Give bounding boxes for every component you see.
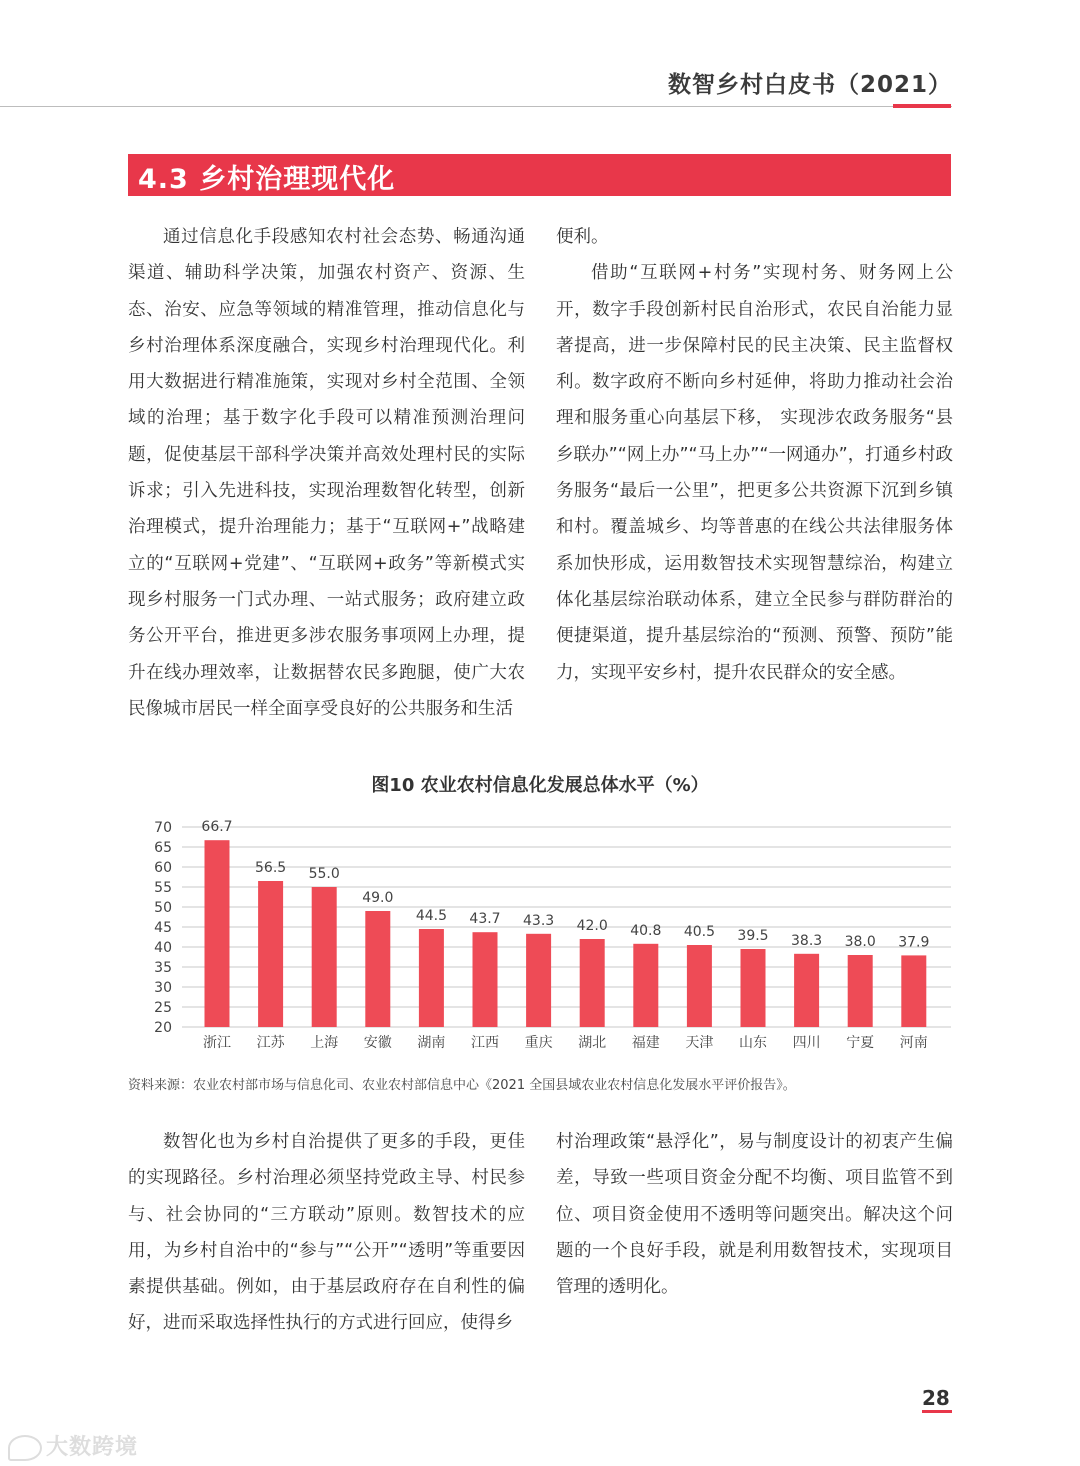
x-category-label: 山东 [739,1035,767,1051]
x-category-label: 湖北 [578,1035,607,1051]
x-category-label: 重庆 [524,1035,553,1051]
y-tick-label: 70 [154,820,172,836]
bar [473,932,498,1027]
paragraph: 借助“互联网+村务”实现村务、财务网上公开，数字手段创新村民自治形式，农民自治能力显著提高，进一步保障村民的民主决策、民主监督权利。数字政府不断向乡村延伸，将助力推动社会治理和服务重心向基层下移， 实现涉农政务服务“县乡联办”“网上办”“马上办”“一网通办”，打通乡村政务服务“最后一公里”，把更多公共资源下沉到乡镇和村。覆盖城乡、均等普惠的在线公共法律服务体系加快形成，运用数智技术实现智慧综治，构建立体化基层综治联动体系，建立全民参与群防群治的便捷渠道，提升基层综治的“预测、预警、预防”能力，实现平安乡村，提升农民群众的安全感。 [556,263,953,683]
bar [901,955,926,1027]
x-category-label: 宁夏 [846,1035,875,1051]
bar [687,945,712,1027]
bar-value-label: 43.3 [523,912,555,929]
y-tick-label: 20 [154,1020,172,1036]
bar [794,954,819,1027]
bar-value-label: 40.5 [683,924,715,940]
y-tick-label: 55 [154,880,172,896]
bar-chart [128,808,953,1058]
y-tick-label: 30 [154,980,172,996]
x-category-label: 江苏 [256,1035,285,1051]
x-category-label: 安徽 [363,1035,392,1051]
bar-value-label: 66.7 [201,819,233,836]
y-tick-label: 40 [154,940,172,956]
section-heading: 4.3 乡村治理现代化 [138,164,396,195]
bar [741,949,766,1027]
x-category-label: 江西 [471,1035,499,1051]
page-number-underline [922,1410,952,1413]
bar-value-label: 39.5 [737,928,769,944]
paragraph: 数智化也为乡村自治提供了更多的手段，更佳的实现路径。乡村治理必须坚持党政主导、村民参与、社会协同的“三方联动”原则。数智技术的应用，为乡村自治中的“参与”“公开”“透明”等重要因素提供基础。例如，由于基层政府存在自利性的偏好，进而采取选择性执行的方式进行回应，使得乡 [128,1132,525,1334]
source-note: 资料来源：农业农村部市场与信息化司、农业农村部信息中心《2021 全国县域农业农村信息化发展水平评价报告》。 [128,1078,796,1093]
bar-value-label: 44.5 [415,908,447,924]
bar-value-label: 43.7 [469,911,501,928]
page-number: 28 [922,1386,950,1410]
bar [312,887,337,1027]
x-category-label: 上海 [310,1035,339,1051]
body-top-right-column [556,219,953,691]
paragraph: 通过信息化手段感知农村社会态势、畅通沟通渠道、辅助科学决策，加强农村资产、资源、生态、治安、应急等领域的精准管理，推动信息化与乡村治理体系深度融合，实现乡村治理现代化。利用大数据进行精准施策，实现对乡村全范围、全领域的治理；基于数字化手段可以精准预测治理问题，促使基层干部科学决策并高效处理村民的实际诉求；引入先进科技，实现治理数智化转型，创新治理模式，提升治理能力；基于“互联网+”战略建立的“互联网+党建”、“互联网+政务”等新模式实现乡村服务一门式办理、一站式服务；政府建立政务公开平台，推进更多涉农服务事项网上办理，提升在线办理效率，让数据替农民多跑腿，使广大农民像城市居民一样全面享受良好的公共服务和生活 [128,227,525,719]
bar-value-label: 49.0 [362,890,394,906]
chart-title: 图10 农业农村信息化发展总体水平（%） [371,775,709,796]
bar [419,929,444,1027]
bar [848,955,873,1027]
bar [365,911,390,1027]
bar-value-label: 40.8 [630,922,662,939]
header-accent-line [893,104,951,108]
y-tick-label: 60 [154,860,172,876]
bar [633,944,658,1027]
bar-value-label: 38.3 [791,932,823,949]
x-category-label: 湖南 [417,1035,446,1051]
x-category-label: 天津 [685,1035,714,1051]
watermark [8,1430,138,1461]
body-bottom-left-column [128,1124,525,1342]
bar-value-label: 38.0 [844,934,876,950]
bar [526,934,551,1027]
bar-value-label: 37.9 [898,934,930,951]
bar [580,939,605,1027]
x-category-label: 四川 [792,1035,821,1051]
x-category-label: 河南 [899,1035,928,1051]
paragraph-continuation: 便利。 [556,227,609,247]
document-title: 数智乡村白皮书（2021） [667,72,952,98]
y-tick-label: 25 [154,1000,172,1016]
bar [205,840,230,1027]
watermark-logo-icon [8,1435,42,1461]
section-heading-bar [128,154,951,196]
watermark-text: 大数跨境 [46,1435,139,1460]
bar-value-label: 56.5 [255,860,287,876]
y-tick-label: 45 [154,920,172,936]
x-category-label: 浙江 [203,1035,231,1051]
paragraph-continuation: 村治理政策“悬浮化”，易与制度设计的初衷产生偏差，导致一些项目资金分配不均衡、项目监管不到位、项目资金使用不透明等问题突出。解决这个问题的一个良好手段，就是利用数智技术，实现项目管理的透明化。 [556,1132,953,1298]
y-tick-label: 50 [154,900,172,916]
bar-value-label: 55.0 [308,866,340,882]
bar [258,881,283,1027]
y-tick-label: 35 [154,960,172,976]
body-top-left-column [128,219,525,727]
y-tick-label: 65 [154,840,172,856]
x-category-label: 福建 [631,1035,660,1051]
bar-value-label: 42.0 [576,918,608,934]
header-rule [0,106,952,107]
body-bottom-right-column [556,1124,953,1305]
